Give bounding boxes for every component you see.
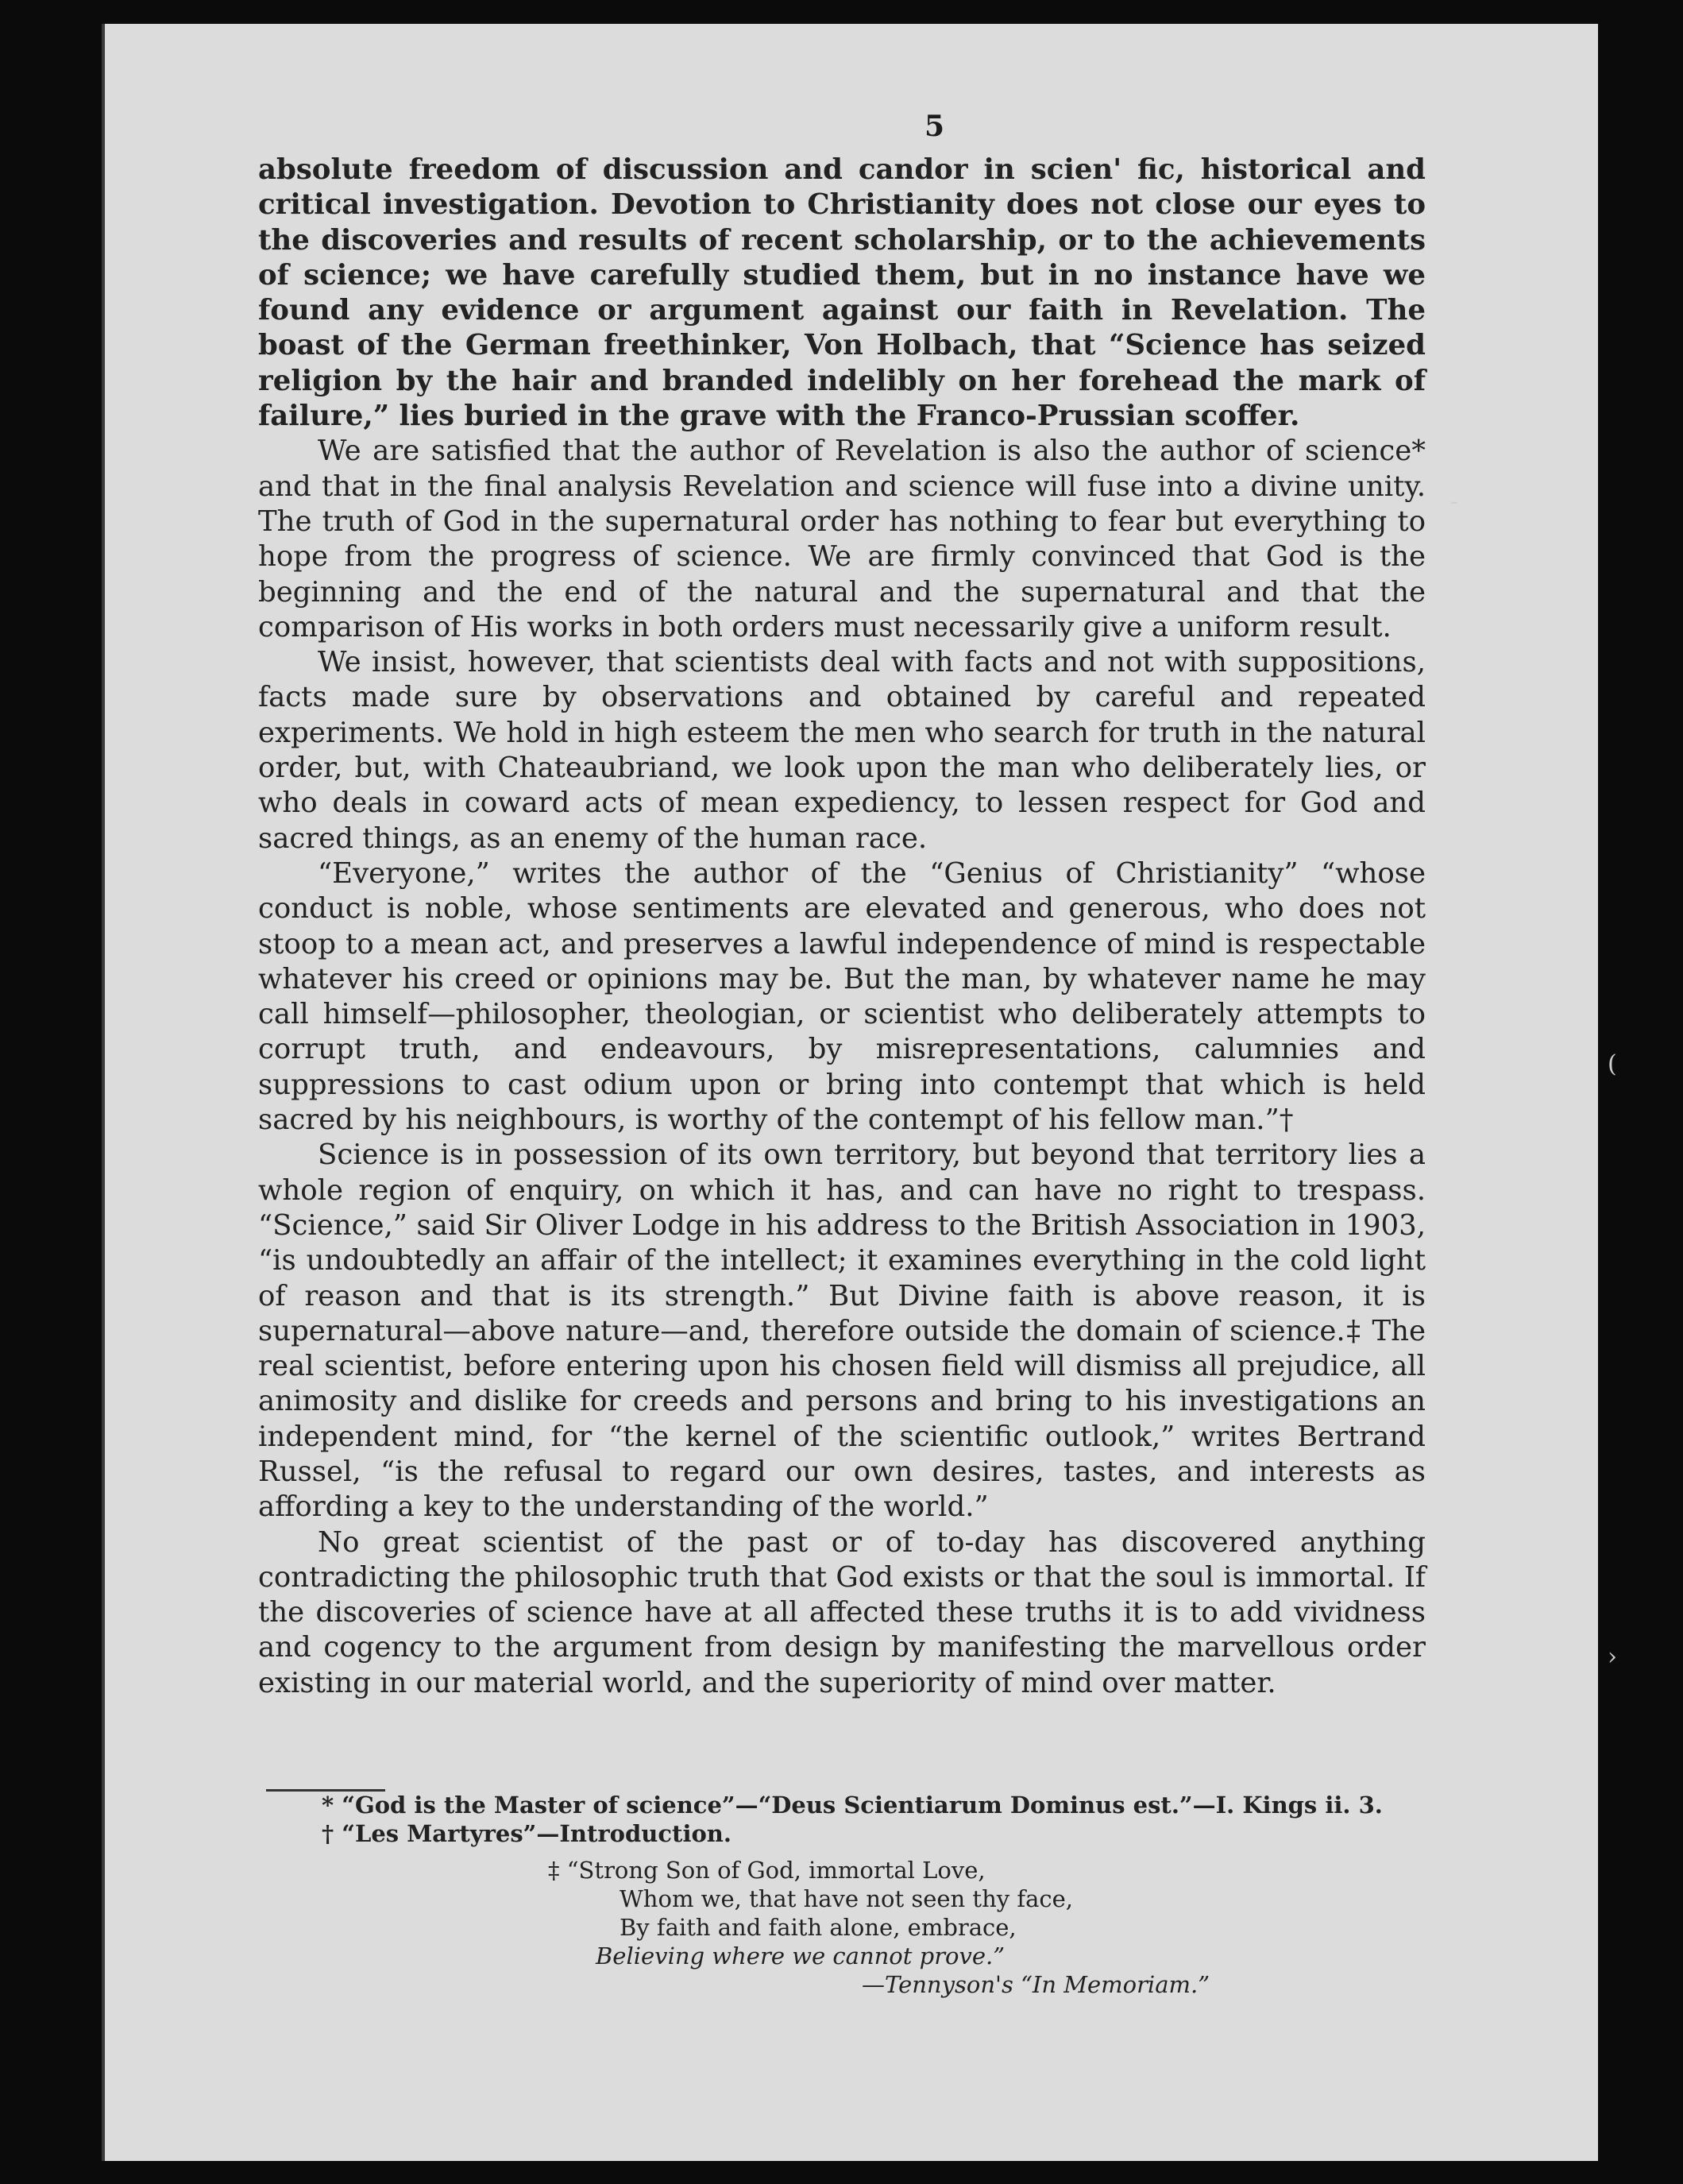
margin-mark-1: - bbox=[1450, 488, 1459, 516]
footnotes bbox=[322, 1791, 1418, 1848]
footnote-dagger: † “Les Martyres”—Introduction. bbox=[322, 1820, 731, 1847]
margin-mark-3: › bbox=[1608, 1643, 1617, 1671]
margin-mark-2: ( bbox=[1608, 1050, 1617, 1078]
poem-line-3: By faith and faith alone, embrace, bbox=[620, 1914, 1017, 1941]
poem-line-1: ‡ “Strong Son of God, immortal Love, bbox=[548, 1857, 986, 1884]
footnote-star: * “God is the Master of science”—“Deus Scientiarum Dominus est.”—I. Kings ii. 3. bbox=[322, 1792, 1383, 1819]
paragraph-5: Science is in possession of its own territory, but beyond that territory lies a whole region of enquiry, on which it has, and can have no right to trespass. “Science,” said Sir Oliver Lodge in his address to the British Association in 1903, “is undoubtedly an affair of the intellect; it examines everything in the cold light of reason and that is its strength.” But Divine faith is above reason, it is supernatural—above nature—and, therefore outside the domain of science.‡ The real scientist, before entering upon his chosen field will dismiss all prejudice, all animosity and dislike for creeds and persons and bring to his investigations an independent mind, for “the kernel of the scientific outlook,” writes Bertrand Russel, “is the refusal to regard our own desires, tastes, and interests as affording a key to the understanding of the world.” bbox=[258, 1138, 1426, 1524]
paragraph-6: No great scientist of the past or of to-day has discovered anything contradicting the philosophic truth that God exists or that the soul is immortal. If the discoveries of science have at all affected these truths it is to add vividness and cogency to the argument from design by manifesting the marvellous order existing in our material world, and the superiority of mind over matter. bbox=[258, 1525, 1426, 1699]
poem-line-2: Whom we, that have not seen thy face, bbox=[620, 1885, 1073, 1912]
paragraph-1: absolute freedom of discussion and candor in scien' fic, historical and critical investigation. Devotion to Christianity does not close our eyes to the discoveries and results of recent scholarship, or to the achievements of science; we have carefully studied them, but in no instance have we found any evidence or argument against our faith in Revelation. The boast of the German freethinker, Von Holbach, that “Science has seized religion by the hair and branded indelibly on her forehead the mark of failure,” lies buried in the grave with the Franco-Prussian scoffer. bbox=[258, 153, 1426, 433]
poem-attribution: —Tennyson's “In Memoriam.” bbox=[862, 1971, 1210, 1998]
body-text bbox=[258, 153, 1426, 1701]
footnote-poem bbox=[548, 1856, 1263, 1999]
paragraph-3: We insist, however, that scientists deal with facts and not with suppositions, facts made sure by observations and obtained by careful and repeated experiments. We hold in high esteem the men who search for truth in the natural order, but, with Chateaubriand, we look upon the man who deliberately lies, or who deals in coward acts of mean expediency, to lessen respect for God and sacred things, as an enemy of the human race. bbox=[258, 646, 1426, 855]
paragraph-2: We are satisfied that the author of Revelation is also the author of science* and that in the final analysis Revelation and science will fuse into a divine unity. The truth of God in the supernatural order has nothing to fear but everything to hope from the progress of science. We are firmly convinced that God is the beginning and the end of the natural and the supernatural and that the comparison of His works in both orders must necessarily give a uniform result. bbox=[258, 435, 1426, 644]
poem-line-4: Believing where we cannot prove.” bbox=[596, 1942, 1006, 1969]
paragraph-4: “Everyone,” writes the author of the “Genius of Christianity” “whose conduct is noble, whose sentiments are elevated and generous, who does not stoop to a mean act, and preserves a lawful independence of mind is respectable whatever his creed or opinions may be. But the man, by whatever name he may call himself—philosopher, theologian, or scientist who deliberately attempts to corrupt truth, and endeavours, by misrepresentations, calumnies and suppressions to cast odium upon or bring into contempt that which is held sacred by his neighbours, is worthy of the contempt of his fellow man.”† bbox=[258, 856, 1426, 1137]
page-number: 5 bbox=[924, 110, 945, 143]
